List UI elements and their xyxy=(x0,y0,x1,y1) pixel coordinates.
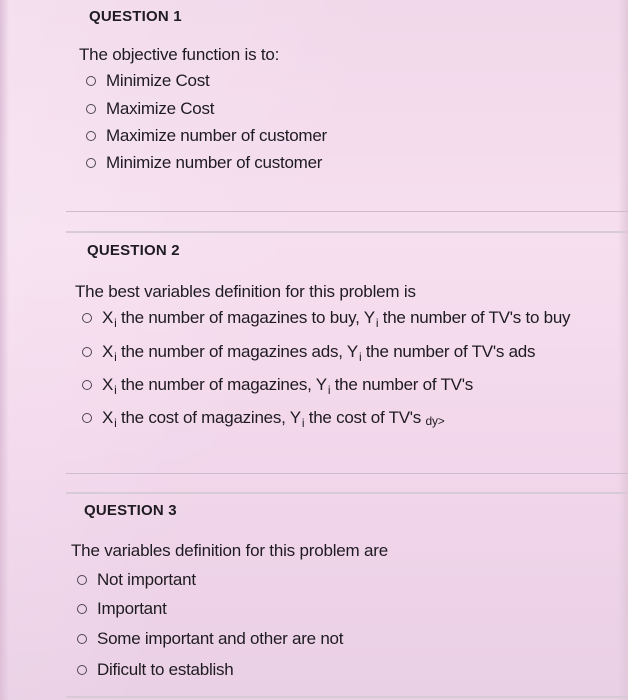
q1-option-3[interactable] xyxy=(86,126,327,146)
q1-option-2[interactable] xyxy=(86,99,214,119)
divider xyxy=(66,696,628,698)
radio-button-icon[interactable] xyxy=(86,76,96,86)
radio-button-icon[interactable] xyxy=(82,313,92,323)
question-1-prompt: The objective function is to: xyxy=(79,45,280,64)
question-1-title: QUESTION 1 xyxy=(89,8,182,25)
question-3-title: QUESTION 3 xyxy=(84,502,177,519)
q1-option-1-label: Minimize Cost xyxy=(106,71,210,90)
q3-option-4-label: Dificult to establish xyxy=(97,660,234,679)
question-1-section xyxy=(0,0,628,210)
q2-option-1[interactable] xyxy=(82,308,570,328)
q3-option-3[interactable] xyxy=(77,629,343,649)
q2-option-1-label: $X_i$ the number of magazines to buy, $Y_i$ the number of TV's to buy xyxy=(102,308,571,330)
q1-option-1[interactable] xyxy=(86,71,210,91)
q3-option-2-label: Important xyxy=(97,599,167,618)
q1-option-4[interactable] xyxy=(86,153,322,173)
q3-option-3-label: Some important and other are not xyxy=(97,629,344,648)
question-3-section xyxy=(0,493,628,700)
radio-button-icon[interactable] xyxy=(77,665,87,675)
question-2-prompt: The best variables definition for this problem is xyxy=(75,282,416,301)
q1-option-2-label: Maximize Cost xyxy=(106,99,215,118)
q1-option-4-label: Minimize number of customer xyxy=(106,153,323,172)
q2-option-2[interactable] xyxy=(82,342,535,362)
q3-option-1-label: Not important xyxy=(97,570,196,589)
question-2-title: QUESTION 2 xyxy=(87,242,180,259)
q2-option-3-label: $X_i$ the number of magazines, $Y_i$ the number of TV's xyxy=(102,375,473,397)
q3-option-2[interactable] xyxy=(77,599,167,619)
radio-button-icon[interactable] xyxy=(77,634,87,644)
radio-button-icon[interactable] xyxy=(86,158,96,168)
radio-button-icon[interactable] xyxy=(77,575,87,585)
radio-button-icon[interactable] xyxy=(86,131,96,141)
divider xyxy=(66,211,628,212)
question-3-prompt: The variables definition for this problem are xyxy=(71,541,388,560)
q3-option-1[interactable] xyxy=(77,570,196,590)
radio-button-icon[interactable] xyxy=(86,104,96,114)
q2-option-4-label: $X_i$ the cost of magazines, $Y_i$ the cost of TV's dy> xyxy=(102,408,445,430)
divider xyxy=(66,473,628,474)
radio-button-icon[interactable] xyxy=(82,380,92,390)
radio-button-icon[interactable] xyxy=(82,413,92,423)
q2-option-3[interactable] xyxy=(82,375,473,395)
q2-option-2-label: $X_i$ the number of magazines ads, $Y_i$ the number of TV's ads xyxy=(102,342,536,364)
q3-option-4[interactable] xyxy=(77,660,233,680)
radio-button-icon[interactable] xyxy=(82,347,92,357)
radio-button-icon[interactable] xyxy=(77,604,87,614)
q2-option-4[interactable] xyxy=(82,408,444,428)
q1-option-3-label: Maximize number of customer xyxy=(106,126,327,145)
question-2-section xyxy=(0,232,628,472)
